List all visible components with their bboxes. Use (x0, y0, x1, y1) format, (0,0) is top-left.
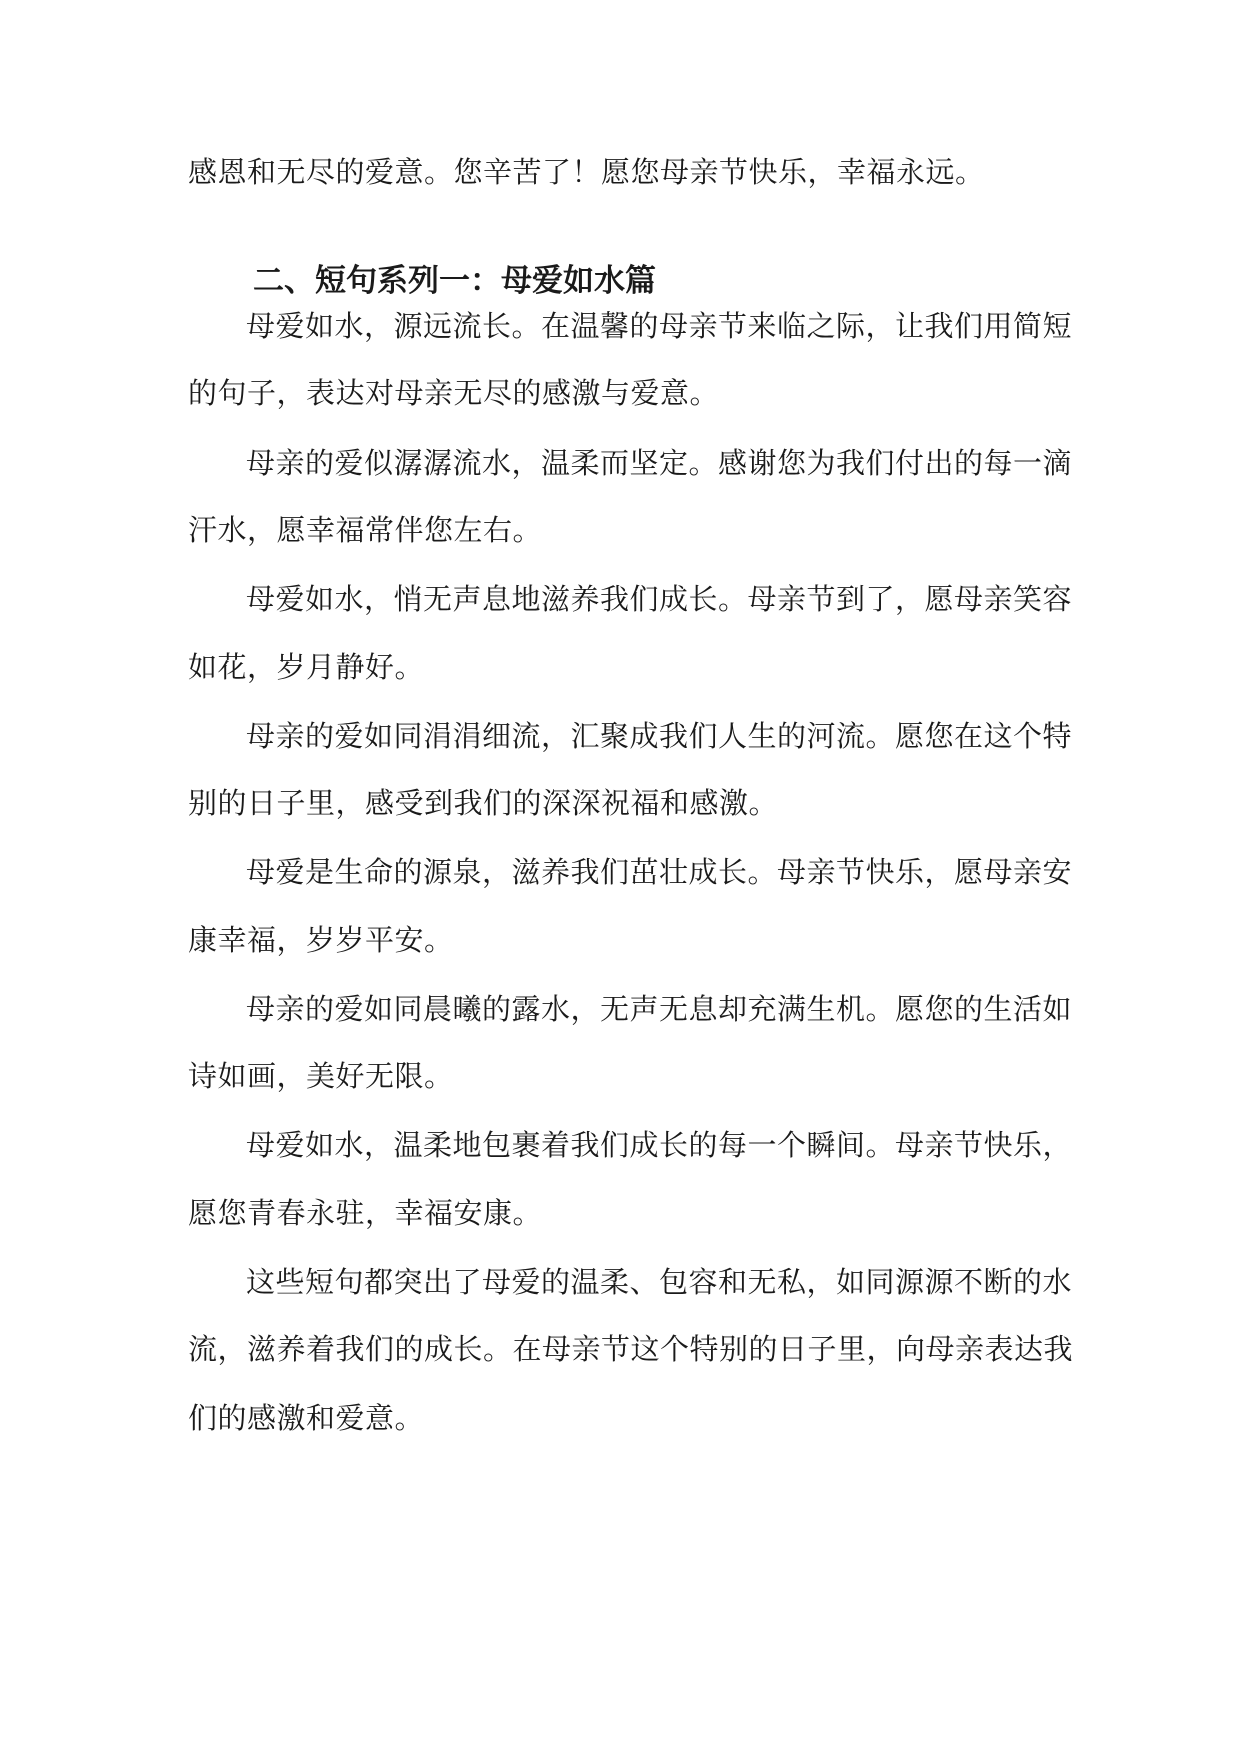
paragraph-7-line-1: 母爱如水，温柔地包裹着我们成长的每一个瞬间。母亲节快乐， (246, 1128, 1073, 1162)
paragraph-8-line-1: 这些短句都突出了母爱的温柔、包容和无私，如同源源不断的水 (246, 1265, 1073, 1299)
paragraph-7-line-2: 愿您青春永驻，幸福安康。 (188, 1196, 543, 1230)
section-heading: 二、短句系列一：母爱如水篇 (253, 263, 656, 299)
paragraph-6-line-1: 母亲的爱如同晨曦的露水，无声无息却充满生机。愿您的生活如 (246, 992, 1073, 1026)
paragraph-1-line-2: 的句子，表达对母亲无尽的感激与爱意。 (188, 376, 720, 410)
paragraph-5-line-2: 康幸福，岁岁平安。 (188, 923, 454, 957)
paragraph-5-line-1: 母爱是生命的源泉，滋养我们茁壮成长。母亲节快乐，愿母亲安 (246, 855, 1073, 889)
paragraph-4-line-2: 别的日子里，感受到我们的深深祝福和感激。 (188, 786, 779, 820)
paragraph-4-line-1: 母亲的爱如同涓涓细流，汇聚成我们人生的河流。愿您在这个特 (246, 719, 1073, 753)
paragraph-6-line-2: 诗如画，美好无限。 (188, 1059, 454, 1093)
paragraph-2-line-2: 汗水，愿幸福常伴您左右。 (188, 513, 543, 547)
intro-tail-line: 感恩和无尽的爱意。您辛苦了！愿您母亲节快乐，幸福永远。 (188, 155, 985, 189)
paragraph-1-line-1: 母爱如水，源远流长。在温馨的母亲节来临之际，让我们用简短 (246, 309, 1073, 343)
paragraph-8-line-3: 们的感激和爱意。 (188, 1401, 425, 1435)
paragraph-3-line-2: 如花，岁月静好。 (188, 650, 425, 684)
paragraph-2-line-1: 母亲的爱似潺潺流水，温柔而坚定。感谢您为我们付出的每一滴 (246, 446, 1073, 480)
paragraph-8-line-2: 流，滋养着我们的成长。在母亲节这个特别的日子里，向母亲表达我 (188, 1332, 1074, 1366)
paragraph-3-line-1: 母爱如水，悄无声息地滋养我们成长。母亲节到了，愿母亲笑容 (246, 582, 1073, 616)
